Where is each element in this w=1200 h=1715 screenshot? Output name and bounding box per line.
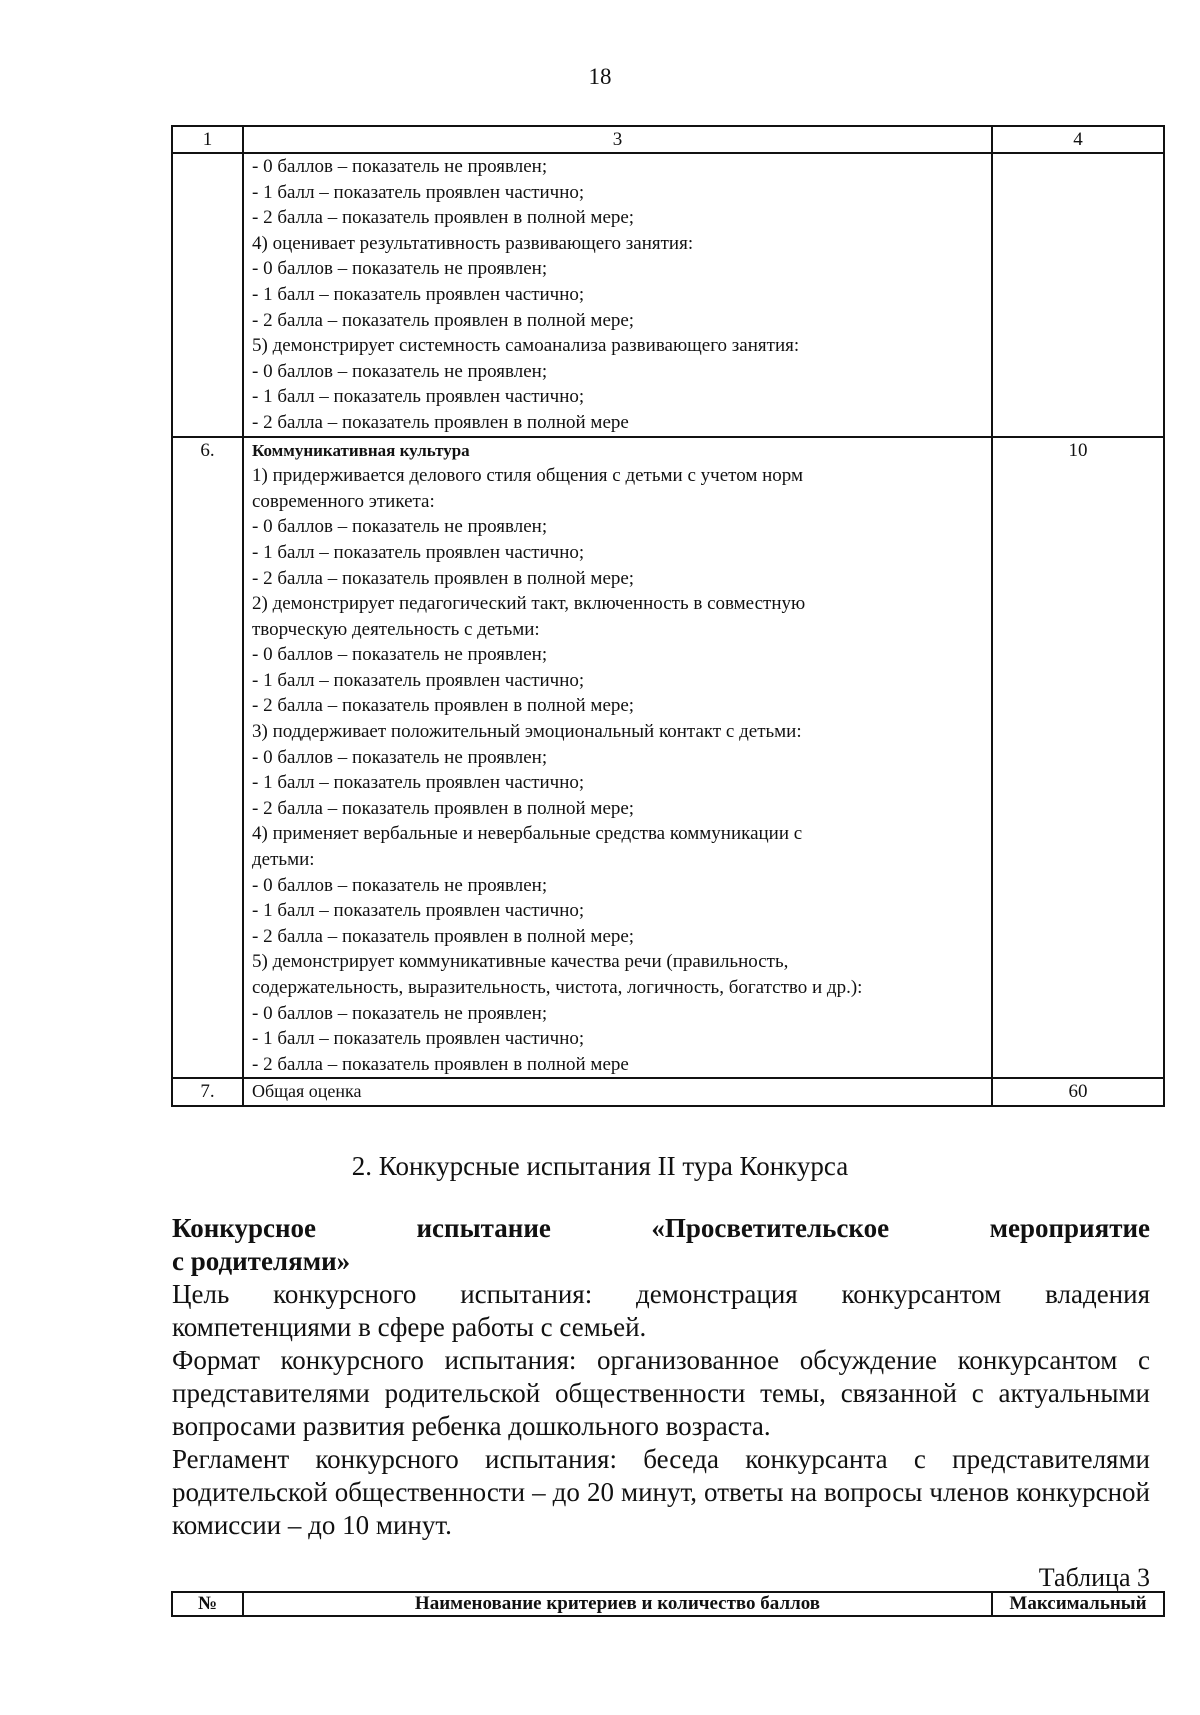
criteria-line: - 0 баллов – показатель не проявлен; [252,644,548,666]
row-number-cell: 7. [172,1078,243,1106]
format-paragraph: Формат конкурсного испытания: организованное обсуждение конкурсантом с представителями родительской общественности темы, связанной с актуальными вопросами развития ребенка дошкольного возраста. [172,1345,1150,1441]
criteria-line: 4) оценивает результативность развивающего занятия: [252,232,694,254]
criteria-line: - 2 балла – показатель проявлен в полной мере; [252,567,635,589]
criteria-line: - 2 балла – показатель проявлен в полной мере [252,411,629,433]
table-row [172,437,1164,1079]
criteria-line: - 1 балл – показатель проявлен частично; [252,181,585,203]
header-cell: 4 [992,126,1164,153]
criteria-line: - 2 балла – показатель проявлен в полной мере; [252,309,635,331]
contest-heading-line: Конкурсное испытание «Просветительское мероприятие [172,1213,1150,1243]
max-points-cell: 10 [992,437,1164,1079]
criteria-line: - 1 балл – показатель проявлен частично; [252,283,585,305]
criteria-text-cell [243,153,992,437]
header-cell: 1 [172,126,243,153]
criteria-line: современного этикета: [252,490,435,512]
contest-heading [172,1212,1150,1278]
criteria-line: - 0 баллов – показатель не проявлен; [252,1002,548,1024]
criteria-line: - 2 балла – показатель проявлен в полной мере; [252,207,635,229]
criteria-line: детьми: [252,849,315,871]
criteria-line: - 2 балла – показатель проявлен в полной мере; [252,695,635,717]
table-row [172,153,1164,437]
section-title: 2. Конкурсные испытания II тура Конкурса [351,1151,849,1181]
table-row [172,1078,1164,1106]
regulation-paragraph: Регламент конкурсного испытания: беседа конкурсанта с представителями родительской общественности – до 20 минут, ответы на вопросы членов конкурсной комиссии – до 10 минут. [172,1444,1150,1540]
criteria-line: - 1 балл – показатель проявлен частично; [252,900,585,922]
total-label: Общая оценка [252,1081,362,1102]
criteria-line: 5) демонстрирует коммуникативные качества речи (правильность, [252,951,789,973]
criteria-line: - 0 баллов – показатель не проявлен; [252,874,548,896]
criteria-text-cell [243,1078,992,1106]
criterion-title: Коммуникативная культура [252,440,470,460]
criteria-line: 2) демонстрирует педагогический такт, включенность в совместную [252,593,806,615]
criteria-line: - 2 балла – показатель проявлен в полной мере; [252,925,635,947]
criteria-line: 1) придерживается делового стиля общения с детьми с учетом норм [252,465,804,487]
criteria-line: - 1 балл – показатель проявлен частично; [252,541,585,563]
criteria-line: - 1 балл – показатель проявлен частично; [252,669,585,691]
criteria-line: - 0 баллов – показатель не проявлен; [252,746,548,768]
row-number-cell: 6. [172,437,243,1079]
header-cell: 3 [243,126,992,153]
criteria-line: - 2 балла – показатель проявлен в полной мере [252,1053,629,1075]
criteria-line: - 0 баллов – показатель не проявлен; [252,258,548,280]
row-number-cell [172,153,243,437]
criteria-line: 5) демонстрирует системность самоанализа развивающего занятия: [252,335,800,357]
table-3-header [171,1591,1165,1617]
criteria-text-cell [243,437,992,1079]
table-header-row [172,126,1164,153]
criteria-line: творческую деятельность с детьми: [252,618,540,640]
criteria-line: - 0 баллов – показатель не проявлен; [252,156,548,177]
header-cell: Максимальный [992,1592,1164,1616]
criteria-line: - 2 балла – показатель проявлен в полной мере; [252,797,635,819]
page-number: 18 [588,64,612,89]
criteria-line: - 0 баллов – показатель не проявлен; [252,516,548,538]
criteria-line: - 0 баллов – показатель не проявлен; [252,360,548,382]
goal-paragraph: Цель конкурсного испытания: демонстрация конкурсантом владения компетенциями в сфере работы с семьей. [172,1279,1150,1342]
criteria-line: - 1 балл – показатель проявлен частично; [252,772,585,794]
table-header-row [172,1592,1164,1616]
criteria-table [171,125,1165,1107]
max-points-cell: 60 [992,1078,1164,1106]
header-cell: Наименование критериев и количество баллов [243,1592,992,1616]
criteria-line: 3) поддерживает положительный эмоциональный контакт с детьми: [252,721,802,743]
table-caption: Таблица 3 [1038,1563,1150,1592]
header-cell: № [172,1592,243,1616]
criteria-line: - 1 балл – показатель проявлен частично; [252,386,585,408]
criteria-line: 4) применяет вербальные и невербальные средства коммуникации с [252,823,803,845]
criteria-line: содержательность, выразительность, чистота, логичность, богатство и др.): [252,977,863,998]
contest-heading-line: с родителями» [172,1246,351,1276]
max-points-cell [992,153,1164,437]
criteria-line: - 1 балл – показатель проявлен частично; [252,1028,585,1050]
